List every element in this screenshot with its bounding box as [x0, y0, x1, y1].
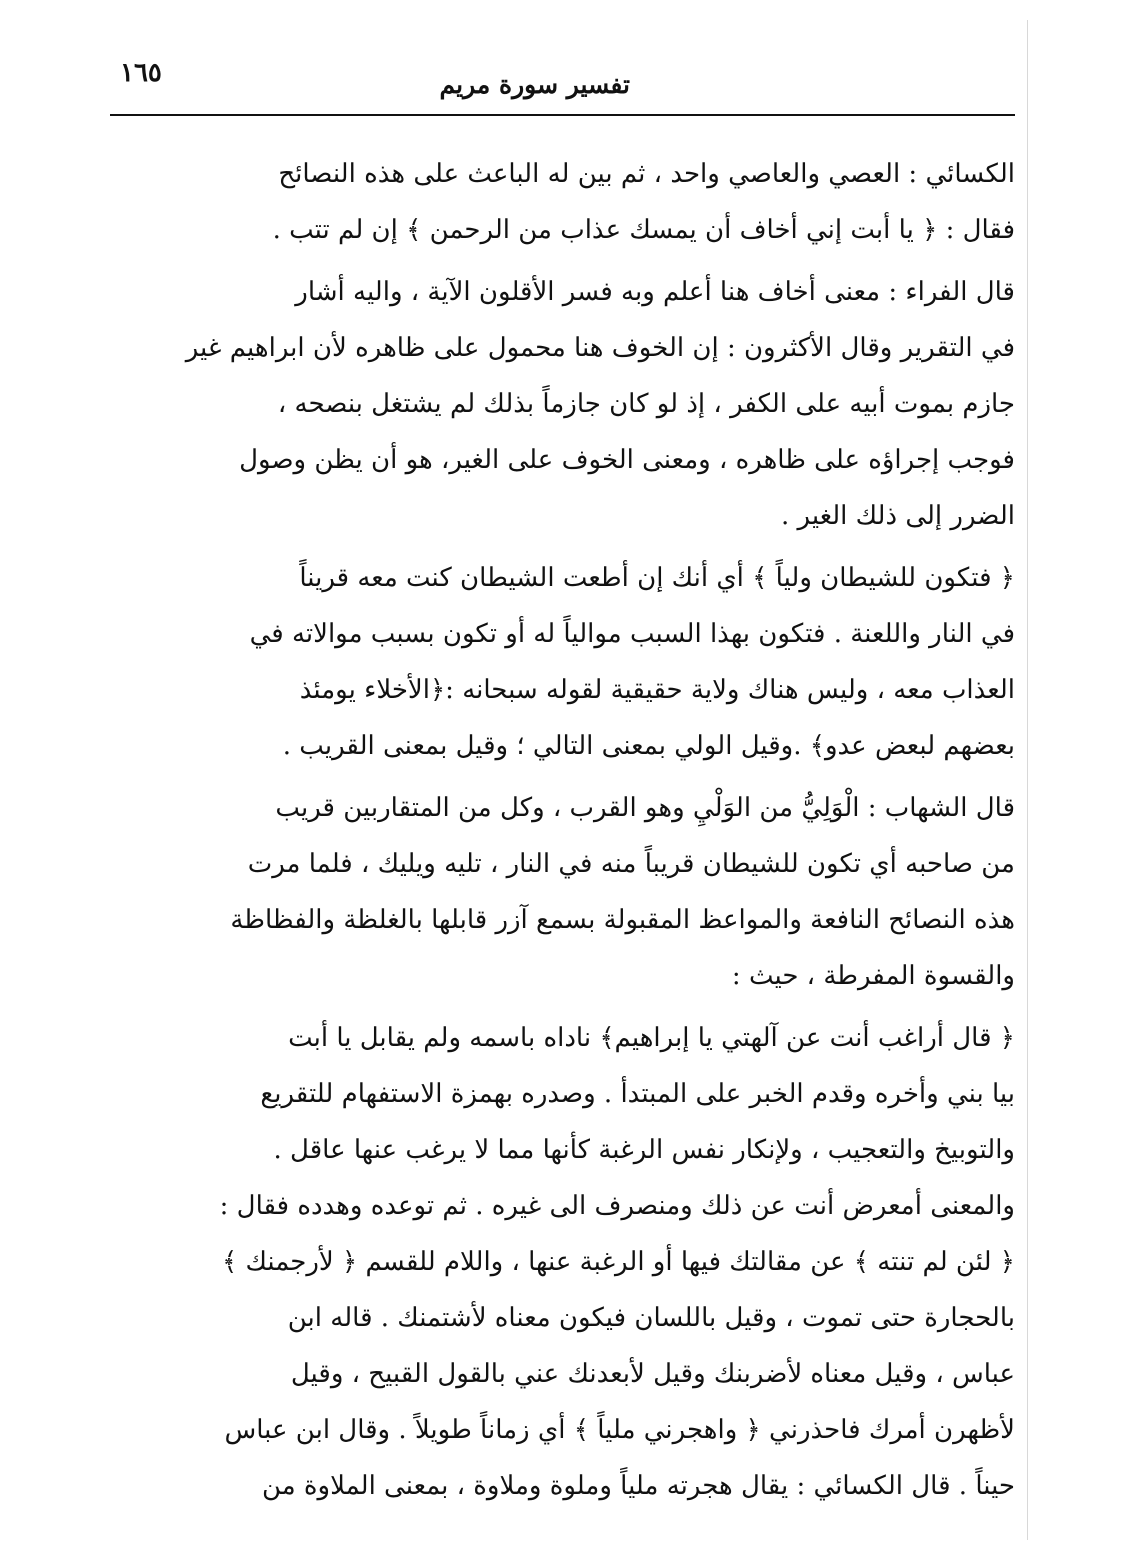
paragraph	[100, 780, 1015, 1004]
text-line: فوجب إجراؤه على ظاهره ، ومعنى الخوف على الغير، هو أن يظن وصول	[239, 445, 1015, 475]
text-line: والقسوة المفرطة ، حيث :	[731, 961, 1015, 991]
text-line: ﴿ لئن لم تنته ﴾ عن مقالتك فيها أو الرغبة عنها ، واللام للقسم ﴿ لأرجمنك ﴾	[221, 1247, 1015, 1277]
text-line: والمعنى أمعرض أنت عن ذلك ومنصرف الى غيره . ثم توعده وهدده فقال :	[219, 1191, 1015, 1221]
text-line: بيا بني وأخره وقدم الخبر على المبتدأ . وصدره بهمزة الاستفهام للتقريع	[260, 1079, 1015, 1109]
paragraph	[100, 146, 1015, 258]
text-line: هذه النصائح النافعة والمواعظ المقبولة بسمع آزر قابلها بالغلظة والفظاظة	[230, 905, 1015, 935]
text-line: ﴿ قال أراغب أنت عن آلهتي يا إبراهيم﴾ ناداه باسمه ولم يقابل يا أبت	[288, 1023, 1015, 1053]
text-line: حيناً . قال الكسائي : يقال هجرته ملياً وملوة وملاوة ، بمعنى الملاوة من	[261, 1471, 1015, 1501]
body-text	[100, 146, 1015, 1514]
page-header	[110, 56, 1015, 116]
text-line: جازم بموت أبيه على الكفر ، إذ لو كان جازماً بذلك لم يشتغل بنصحه ،	[277, 389, 1015, 419]
text-line: فقال : ﴿ يا أبت إني أخاف أن يمسك عذاب من الرحمن ﴾ إن لم تتب .	[272, 215, 1015, 245]
text-line: قال الشهاب : الْوَلِيُّ من الوَلْيِ وهو القرب ، وكل من المتقاربين قريب	[275, 793, 1015, 823]
text-line: في التقرير وقال الأكثرون : إن الخوف هنا محمول على ظاهره لأن ابراهيم غير	[185, 333, 1015, 363]
text-line: والتوبيخ والتعجيب ، ولإنكار نفس الرغبة كأنها مما لا يرغب عنها عاقل .	[273, 1135, 1015, 1165]
text-line: عباس ، وقيل معناه لأضربنك وقيل لأبعدنك عني بالقول القبيح ، وقيل	[290, 1359, 1015, 1389]
running-title: تفسير سورة مريم	[439, 70, 630, 99]
text-line: الكسائي : العصي والعاصي واحد ، ثم بين له الباعث على هذه النصائح	[278, 159, 1015, 189]
text-line: الضرر إلى ذلك الغير .	[780, 501, 1015, 531]
header-rule	[110, 114, 1015, 116]
text-line: العذاب معه ، وليس هناك ولاية حقيقية لقوله سبحانه :﴿الأخلاء يومئذ	[299, 675, 1015, 705]
paragraph	[100, 550, 1015, 774]
text-line: في النار واللعنة . فتكون بهذا السبب موالياً له أو تكون بسبب موالاته في	[249, 619, 1015, 649]
paragraph	[100, 1010, 1015, 1514]
text-line: بالحجارة حتى تموت ، وقيل باللسان فيكون معناه لأشتمنك . قاله ابن	[287, 1303, 1015, 1333]
text-line: ﴿ فتكون للشيطان ولياً ﴾ أي أنك إن أطعت الشيطان كنت معه قريناً	[299, 563, 1015, 593]
text-line: قال الفراء : معنى أخاف هنا أعلم وبه فسر الأقلون الآية ، واليه أشار	[295, 277, 1015, 307]
page-edge-line	[1027, 20, 1028, 1540]
text-line: من صاحبه أي تكون للشيطان قريباً منه في النار ، تليه ويليك ، فلما مرت	[247, 849, 1015, 879]
text-line: لأظهرن أمرك فاحذرني ﴿ واهجرني ملياً ﴾ أي زماناً طويلاً . وقال ابن عباس	[224, 1415, 1015, 1445]
page-number: ١٦٥	[120, 58, 162, 88]
text-line: بعضهم لبعض عدو﴾ .وقيل الولي بمعنى التالي ؛ وقيل بمعنى القريب .	[282, 731, 1015, 761]
paragraph	[100, 264, 1015, 544]
